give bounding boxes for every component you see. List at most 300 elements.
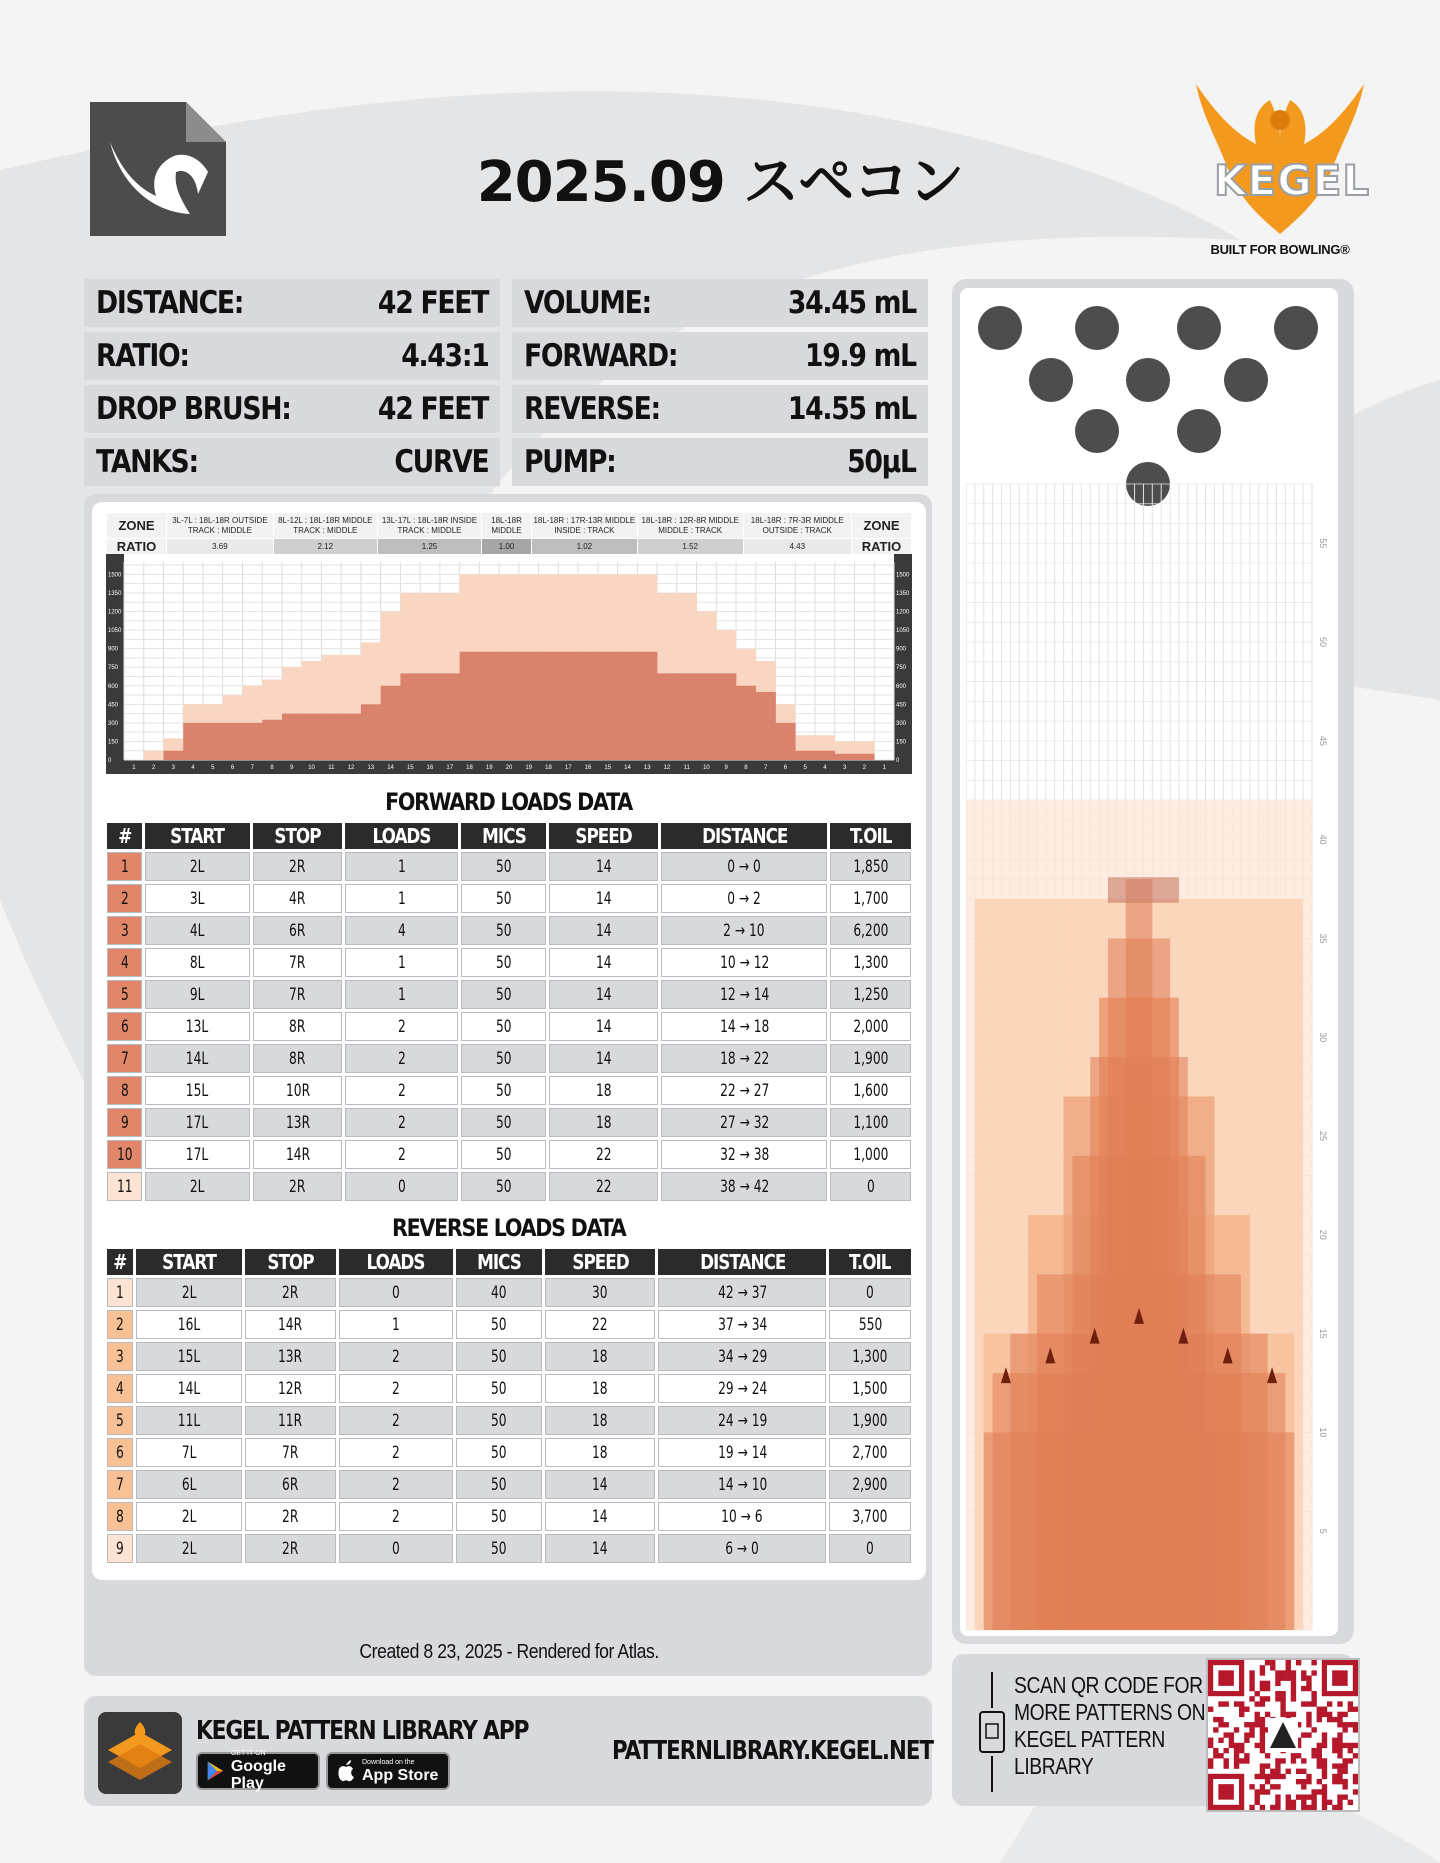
cell-text: 12 → 14 bbox=[719, 984, 769, 1005]
table-cell bbox=[345, 884, 458, 913]
zone-cell: 18L-18R MIDDLE bbox=[482, 513, 532, 539]
spec-volume bbox=[512, 279, 928, 327]
cell-text: 8R bbox=[289, 1048, 306, 1069]
forward-oil-bar bbox=[618, 652, 638, 760]
table-cell bbox=[339, 1342, 453, 1371]
spec-label: REVERSE: bbox=[524, 391, 660, 427]
qr-line: LIBRARY bbox=[1014, 1753, 1094, 1779]
cell-text: 14 bbox=[595, 856, 612, 877]
table-cell bbox=[145, 1140, 250, 1169]
table-cell bbox=[661, 1172, 827, 1201]
table-cell bbox=[245, 1278, 336, 1307]
table-row bbox=[107, 1470, 911, 1499]
row-number-cell bbox=[107, 1172, 142, 1201]
qr-module bbox=[1275, 1758, 1280, 1763]
table-cell bbox=[830, 852, 911, 881]
cell-text: 14 → 10 bbox=[717, 1474, 767, 1495]
qr-module bbox=[1218, 1701, 1223, 1706]
cell-text: 7L bbox=[181, 1442, 197, 1463]
cell-text: 2 bbox=[391, 1442, 400, 1463]
board-label: 11 bbox=[683, 765, 690, 771]
board-label: 10 bbox=[308, 765, 315, 771]
board-label: 17 bbox=[564, 765, 572, 771]
qr-module bbox=[1224, 1732, 1229, 1737]
qr-module bbox=[1229, 1738, 1234, 1743]
qr-module bbox=[1280, 1707, 1285, 1712]
qr-module bbox=[1260, 1686, 1265, 1691]
cell-text: 50 bbox=[495, 1080, 512, 1101]
cell-text: 1 bbox=[397, 984, 406, 1005]
board-label: 19 bbox=[485, 765, 493, 771]
cell-text: 19 → 14 bbox=[717, 1442, 767, 1463]
qr-module bbox=[1249, 1732, 1254, 1737]
cell-text: 6R bbox=[282, 1474, 299, 1495]
table-cell bbox=[136, 1374, 242, 1403]
ratio-cell: 2.12 bbox=[273, 539, 377, 555]
qr-module bbox=[1332, 1763, 1337, 1768]
ratio-cell: 1.52 bbox=[637, 539, 743, 555]
table-cell bbox=[658, 1374, 826, 1403]
spec-value: 42 FEET bbox=[377, 285, 488, 321]
forward-oil-bar bbox=[183, 723, 203, 760]
forward-oil-bar bbox=[341, 714, 361, 760]
qr-module bbox=[1342, 1769, 1347, 1774]
pin-icon bbox=[1126, 358, 1170, 402]
table-cell bbox=[456, 1438, 542, 1467]
cell-text: 0 bbox=[866, 1282, 875, 1303]
row-number-cell bbox=[107, 1534, 133, 1563]
qr-code[interactable] bbox=[1206, 1658, 1360, 1812]
qr-line: KEGEL PATTERN bbox=[1014, 1726, 1165, 1752]
cell-text: 3 bbox=[115, 1346, 124, 1367]
forward-oil-bar bbox=[499, 652, 519, 760]
spec-tanks bbox=[84, 438, 500, 486]
qr-module bbox=[1322, 1789, 1327, 1794]
column-header bbox=[136, 1249, 242, 1275]
cell-text: 34 → 29 bbox=[717, 1346, 767, 1367]
spec-label: RATIO: bbox=[96, 338, 189, 374]
qr-module bbox=[1260, 1784, 1265, 1789]
qr-module bbox=[1239, 1712, 1244, 1717]
qr-module bbox=[1317, 1712, 1322, 1717]
qr-module bbox=[1234, 1763, 1239, 1768]
foot-label: 25 bbox=[1318, 1131, 1328, 1142]
table-row bbox=[107, 980, 911, 1009]
qr-module bbox=[1275, 1794, 1280, 1799]
kegel-tagline: BUILT FOR BOWLING® bbox=[1210, 242, 1350, 257]
qr-module bbox=[1286, 1794, 1291, 1799]
column-header bbox=[345, 823, 458, 849]
table-row bbox=[107, 884, 911, 913]
qr-module bbox=[1353, 1774, 1358, 1779]
qr-module bbox=[1337, 1753, 1342, 1758]
qr-module bbox=[1270, 1660, 1275, 1665]
qr-module bbox=[1317, 1763, 1322, 1768]
cell-text: 2 bbox=[397, 1048, 406, 1069]
cell-text: 1,700 bbox=[853, 888, 889, 909]
table-cell bbox=[145, 1172, 250, 1201]
qr-module bbox=[1301, 1769, 1306, 1774]
y-tick-label: 0 bbox=[896, 758, 900, 764]
qr-module bbox=[1291, 1686, 1296, 1691]
board-label: 5 bbox=[211, 765, 215, 771]
table-cell bbox=[545, 1406, 656, 1435]
cell-text: 42 → 37 bbox=[717, 1282, 767, 1303]
row-number-cell bbox=[107, 1470, 133, 1499]
qr-module bbox=[1218, 1753, 1223, 1758]
cell-text: 11 bbox=[116, 1176, 133, 1197]
qr-module bbox=[1280, 1701, 1285, 1706]
column-header bbox=[145, 823, 250, 849]
cell-text: 6 → 0 bbox=[725, 1538, 760, 1559]
forward-loads-table bbox=[104, 820, 914, 1204]
cell-text: 50 bbox=[490, 1474, 507, 1495]
cell-text: 32 → 38 bbox=[719, 1144, 769, 1165]
board-label: 4 bbox=[191, 765, 195, 771]
qr-module bbox=[1296, 1660, 1301, 1665]
google-play-icon bbox=[206, 1759, 225, 1783]
cell-text: 10 bbox=[116, 1144, 133, 1165]
board-label: 7 bbox=[250, 765, 255, 771]
qr-module bbox=[1249, 1686, 1254, 1691]
kegel-wordmark: KEGEL bbox=[1214, 156, 1371, 205]
site-url-text: PATTERNLIBRARY.KEGEL.NET bbox=[612, 1736, 934, 1766]
qr-module bbox=[1342, 1743, 1347, 1748]
column-header-text: SPEED bbox=[575, 824, 632, 848]
qr-module bbox=[1322, 1774, 1327, 1779]
qr-module bbox=[1311, 1753, 1316, 1758]
qr-module bbox=[1286, 1712, 1291, 1717]
table-cell bbox=[661, 980, 827, 1009]
cell-text: 40 bbox=[490, 1282, 507, 1303]
page-title: 2025.09 スペコン bbox=[476, 150, 964, 215]
cell-text: 10 → 12 bbox=[719, 952, 769, 973]
table-cell bbox=[549, 916, 658, 945]
qr-module bbox=[1337, 1732, 1342, 1737]
table-cell bbox=[661, 1108, 827, 1137]
column-header bbox=[253, 823, 343, 849]
qr-module bbox=[1260, 1748, 1265, 1753]
table-cell bbox=[829, 1438, 911, 1467]
zone-label: ZONE bbox=[107, 513, 167, 539]
cell-text: 6L bbox=[181, 1474, 197, 1495]
table-cell bbox=[136, 1278, 242, 1307]
table-row bbox=[107, 1108, 911, 1137]
forward-oil-bar bbox=[578, 652, 598, 760]
cell-text: 1,900 bbox=[853, 1048, 889, 1069]
table-cell bbox=[345, 980, 458, 1009]
board-label: 19 bbox=[525, 765, 533, 771]
spec-value: 34.45 mL bbox=[787, 285, 916, 321]
cell-text: 14 bbox=[595, 952, 612, 973]
table-cell bbox=[253, 1076, 343, 1105]
cell-text: 50 bbox=[490, 1538, 507, 1559]
table-cell bbox=[339, 1310, 453, 1339]
table-cell bbox=[545, 1438, 656, 1467]
qr-module bbox=[1255, 1774, 1260, 1779]
cell-text: 1 bbox=[397, 888, 406, 909]
qr-module bbox=[1332, 1743, 1337, 1748]
qr-module bbox=[1306, 1732, 1311, 1737]
qr-module bbox=[1244, 1722, 1249, 1727]
qr-module bbox=[1311, 1800, 1316, 1805]
board-label: 2 bbox=[151, 765, 156, 771]
y-tick-label: 1500 bbox=[896, 572, 910, 579]
cell-text: 550 bbox=[858, 1314, 882, 1335]
cell-text: 16L bbox=[177, 1314, 200, 1335]
app-title-text: KEGEL PATTERN LIBRARY APP bbox=[196, 1716, 529, 1746]
table-cell bbox=[658, 1534, 826, 1563]
qr-module bbox=[1260, 1774, 1265, 1779]
row-number-cell bbox=[107, 1438, 133, 1467]
qr-module bbox=[1348, 1722, 1353, 1727]
column-header-text: DISTANCE bbox=[701, 824, 787, 848]
table-cell bbox=[253, 1172, 343, 1201]
qr-module bbox=[1301, 1805, 1306, 1810]
board-label: 12 bbox=[347, 765, 355, 771]
ratio-cell: 4.43 bbox=[743, 539, 851, 555]
table-row bbox=[107, 1012, 911, 1041]
row-number-cell bbox=[107, 1406, 133, 1435]
qr-module bbox=[1306, 1779, 1311, 1784]
spec-label: FORWARD: bbox=[524, 338, 678, 374]
qr-module bbox=[1322, 1769, 1327, 1774]
qr-module bbox=[1249, 1681, 1254, 1686]
table-cell bbox=[829, 1342, 911, 1371]
table-row bbox=[107, 1342, 911, 1371]
table-cell bbox=[661, 884, 827, 913]
table-cell bbox=[549, 1172, 658, 1201]
table-cell bbox=[136, 1342, 242, 1371]
cell-text: 2L bbox=[181, 1282, 197, 1303]
forward-oil-bar bbox=[242, 723, 262, 760]
qr-finder bbox=[1218, 1670, 1234, 1686]
table-cell bbox=[145, 948, 250, 977]
qr-module bbox=[1327, 1712, 1332, 1717]
table-cell bbox=[661, 1044, 827, 1073]
forward-oil-bar bbox=[657, 673, 677, 760]
forward-loads-title bbox=[106, 788, 912, 816]
table-cell bbox=[658, 1342, 826, 1371]
forward-oil-bar bbox=[203, 723, 223, 760]
qr-module bbox=[1301, 1758, 1306, 1763]
cell-text: 50 bbox=[495, 856, 512, 877]
cell-text: 13R bbox=[285, 1112, 310, 1133]
cell-text: 38 → 42 bbox=[719, 1176, 769, 1197]
app-title bbox=[196, 1716, 591, 1746]
forward-oil-bar bbox=[795, 751, 815, 760]
table-cell bbox=[339, 1502, 453, 1531]
column-header bbox=[658, 1249, 826, 1275]
cell-text: 37 → 34 bbox=[717, 1314, 767, 1335]
table-cell bbox=[345, 1172, 458, 1201]
table-cell bbox=[253, 980, 343, 1009]
qr-module bbox=[1275, 1784, 1280, 1789]
table-cell bbox=[456, 1502, 542, 1531]
qr-module bbox=[1275, 1763, 1280, 1768]
qr-module bbox=[1348, 1701, 1353, 1706]
row-number-cell bbox=[107, 1076, 142, 1105]
forward-oil-bar bbox=[815, 751, 835, 760]
qr-module bbox=[1311, 1805, 1316, 1810]
qr-module bbox=[1260, 1701, 1265, 1706]
qr-module bbox=[1260, 1722, 1265, 1727]
table-cell bbox=[136, 1502, 242, 1531]
cell-text: 10 → 6 bbox=[721, 1506, 764, 1527]
reverse-loads-table bbox=[104, 1246, 914, 1566]
cell-text: 50 bbox=[495, 952, 512, 973]
column-header-text: T.OIL bbox=[849, 824, 892, 848]
zone-cell: 18L-18R : 7R-3R MIDDLE OUTSIDE : TRACK bbox=[743, 513, 851, 539]
qr-module bbox=[1301, 1800, 1306, 1805]
qr-module bbox=[1301, 1686, 1306, 1691]
pin-icon bbox=[1177, 409, 1221, 453]
column-header bbox=[830, 823, 911, 849]
created-text: Created 8 23, 2025 - Rendered for Atlas. bbox=[359, 1641, 659, 1663]
cell-text: 2 bbox=[397, 1016, 406, 1037]
y-tick-label: 900 bbox=[896, 646, 907, 653]
table-cell bbox=[145, 1012, 250, 1041]
table-cell bbox=[253, 1108, 343, 1137]
cell-text: 9 bbox=[115, 1538, 124, 1559]
qr-module bbox=[1260, 1727, 1265, 1732]
qr-module bbox=[1280, 1676, 1285, 1681]
cell-text: 50 bbox=[495, 1144, 512, 1165]
qr-module bbox=[1342, 1712, 1347, 1717]
cell-text: 17L bbox=[186, 1112, 209, 1133]
qr-module bbox=[1301, 1676, 1306, 1681]
qr-module bbox=[1342, 1763, 1347, 1768]
qr-module bbox=[1260, 1665, 1265, 1670]
table-row bbox=[107, 1140, 911, 1169]
column-header bbox=[829, 1249, 911, 1275]
cell-text: 50 bbox=[495, 1176, 512, 1197]
cell-text: 6 bbox=[120, 1016, 129, 1037]
qr-module bbox=[1275, 1670, 1280, 1675]
qr-module bbox=[1337, 1712, 1342, 1717]
app-icon[interactable] bbox=[98, 1712, 182, 1794]
oil-graph bbox=[106, 554, 912, 774]
spec-pump bbox=[512, 438, 928, 486]
cell-text: 22 bbox=[595, 1176, 612, 1197]
app-store-button[interactable] bbox=[326, 1752, 450, 1790]
qr-module bbox=[1306, 1712, 1311, 1717]
column-header-text: START bbox=[170, 824, 225, 848]
apple-big-text: App Store bbox=[362, 1766, 439, 1784]
table-cell bbox=[549, 1012, 658, 1041]
table-cell bbox=[549, 1076, 658, 1105]
spec-label: DISTANCE: bbox=[96, 285, 244, 321]
qr-module bbox=[1265, 1696, 1270, 1701]
spec-forward bbox=[512, 332, 928, 380]
qr-module bbox=[1322, 1784, 1327, 1789]
table-row bbox=[107, 1278, 911, 1307]
cell-text: 50 bbox=[495, 1112, 512, 1133]
board-label: 18 bbox=[466, 765, 473, 771]
cell-text: 2 bbox=[391, 1506, 400, 1527]
qr-module bbox=[1291, 1681, 1296, 1686]
table-cell bbox=[658, 1310, 826, 1339]
qr-module bbox=[1342, 1727, 1347, 1732]
board-label: 9 bbox=[724, 765, 728, 771]
cell-text: 1,900 bbox=[852, 1410, 888, 1431]
qr-module bbox=[1255, 1743, 1260, 1748]
apple-small-text: Download on the bbox=[362, 1758, 415, 1766]
cell-text: 2L bbox=[181, 1538, 197, 1559]
cell-text: 2,700 bbox=[852, 1442, 888, 1463]
cell-text: 8 bbox=[115, 1506, 124, 1527]
cell-text: 2R bbox=[282, 1506, 299, 1527]
table-cell bbox=[253, 884, 343, 913]
qr-module bbox=[1327, 1717, 1332, 1722]
row-number-cell bbox=[107, 1342, 133, 1371]
qr-module bbox=[1337, 1743, 1342, 1748]
qr-module bbox=[1270, 1665, 1275, 1670]
foot-label: 45 bbox=[1318, 735, 1328, 746]
qr-module bbox=[1234, 1758, 1239, 1763]
row-number-cell bbox=[107, 1278, 133, 1307]
qr-module bbox=[1234, 1727, 1239, 1732]
qr-module bbox=[1275, 1696, 1280, 1701]
y-tick-label: 0 bbox=[108, 758, 112, 764]
table-cell bbox=[145, 980, 250, 1009]
qr-module bbox=[1239, 1707, 1244, 1712]
qr-module bbox=[1244, 1753, 1249, 1758]
table-cell bbox=[549, 1140, 658, 1169]
document-logo bbox=[90, 102, 226, 236]
qr-module bbox=[1353, 1779, 1358, 1784]
qr-module bbox=[1348, 1758, 1353, 1763]
column-header-text: SPEED bbox=[571, 1250, 629, 1274]
cell-text: 14 bbox=[595, 888, 612, 909]
qr-module bbox=[1337, 1748, 1342, 1753]
table-cell bbox=[661, 1012, 827, 1041]
qr-module bbox=[1306, 1774, 1311, 1779]
qr-module bbox=[1275, 1800, 1280, 1805]
cell-text: 24 → 19 bbox=[717, 1410, 767, 1431]
qr-module bbox=[1311, 1660, 1316, 1665]
qr-module bbox=[1249, 1670, 1254, 1675]
qr-module bbox=[1337, 1738, 1342, 1743]
qr-module bbox=[1311, 1727, 1316, 1732]
qr-module bbox=[1234, 1748, 1239, 1753]
column-header-text: START bbox=[161, 1250, 216, 1274]
google-big-text: Google Play bbox=[230, 1758, 286, 1792]
qr-module bbox=[1348, 1743, 1353, 1748]
table-cell bbox=[136, 1406, 242, 1435]
y-tick-label: 1200 bbox=[108, 609, 122, 616]
forward-oil-bar bbox=[420, 673, 440, 760]
forward-oil-bar bbox=[302, 714, 322, 760]
spec-value: 50µL bbox=[847, 444, 916, 480]
forward-oil-bar bbox=[361, 704, 381, 760]
site-url-link[interactable] bbox=[612, 1736, 1004, 1766]
forward-oil-bar bbox=[637, 652, 657, 760]
column-header-text: MICS bbox=[481, 824, 526, 848]
google-play-button[interactable] bbox=[196, 1752, 320, 1790]
qr-module bbox=[1265, 1774, 1270, 1779]
cell-text: 22 bbox=[595, 1144, 612, 1165]
column-header-text: LOADS bbox=[366, 1250, 425, 1274]
qr-module bbox=[1208, 1707, 1213, 1712]
y-tick-label: 600 bbox=[108, 683, 119, 690]
row-number-cell bbox=[107, 916, 142, 945]
table-cell bbox=[461, 1172, 546, 1201]
qr-module bbox=[1260, 1738, 1265, 1743]
cell-text: 1,850 bbox=[853, 856, 889, 877]
cell-text: 7 bbox=[120, 1048, 129, 1069]
ratio-table bbox=[106, 512, 912, 555]
